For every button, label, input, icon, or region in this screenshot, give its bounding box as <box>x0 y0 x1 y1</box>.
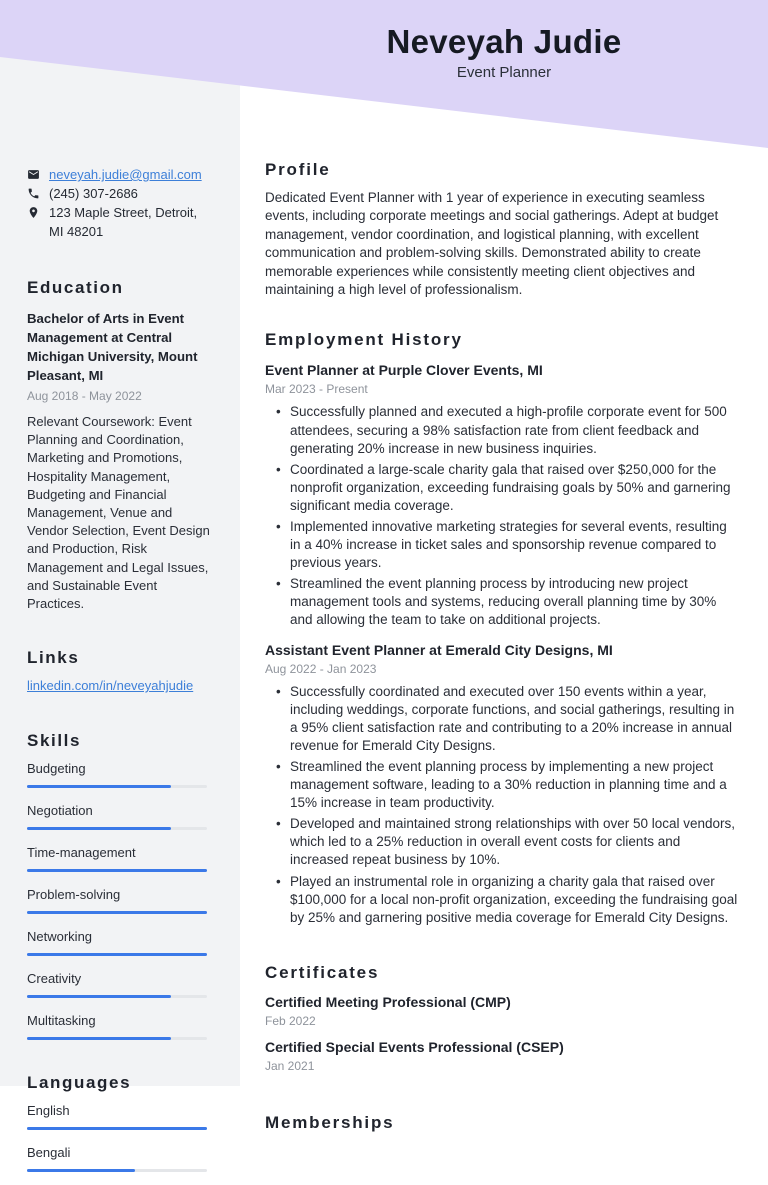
language-item <box>27 1143 214 1172</box>
skill-bar-fill <box>27 869 207 872</box>
skill-bar-track <box>27 911 207 914</box>
skill-bar-track <box>27 869 207 872</box>
job-bullet: • Streamlined the event planning process by introducing new project management tools and systems, reducing overall planning time by 30% and allowing the team to take on additional projects. <box>265 575 740 629</box>
education-dates: Aug 2018 - May 2022 <box>27 389 142 403</box>
certificate-title: Certified Special Events Professional (CSEP) <box>265 1038 564 1055</box>
skill-item <box>27 927 214 956</box>
main-column <box>240 160 768 1133</box>
address: 123 Maple Street, Detroit, MI 48201 <box>49 205 198 239</box>
job-title: Assistant Event Planner at Emerald City Designs, MI <box>265 641 613 658</box>
job-bullet: • Played an instrumental role in organizing a charity gala that raised over $100,000 for a local non-profit organization, exceeding the fundraising goal by 25% and garnering positive media coverage for Emerald City Designs. <box>265 873 740 927</box>
person-job-title: Event Planner <box>456 64 552 82</box>
certificate-entry <box>265 1039 740 1073</box>
language-label: English <box>27 1103 70 1119</box>
location-pin-icon <box>27 206 41 220</box>
skill-bar-fill <box>27 1037 171 1040</box>
language-item <box>27 1101 214 1130</box>
skill-bar-fill <box>27 995 171 998</box>
resume-header <box>240 24 768 81</box>
contact-address-row <box>27 203 214 241</box>
skill-bar-track <box>27 995 207 998</box>
job-bullet: • Successfully planned and executed a high-profile corporate event for 500 attendees, securing a 98% satisfaction rate from client feedback and generating 20% increase in new business inquiries. <box>265 403 740 457</box>
skill-item <box>27 1011 214 1040</box>
memberships-heading: Memberships <box>265 1112 395 1132</box>
contact-email-row <box>27 165 214 184</box>
language-bar-track <box>27 1127 207 1130</box>
linkedin-link[interactable]: linkedin.com/in/neveyahjudie <box>27 678 194 694</box>
languages-heading: Languages <box>27 1073 132 1093</box>
skill-bar-fill <box>27 827 171 830</box>
education-description: Relevant Coursework: Event Planning and Coordination, Marketing and Promotions, Hospitality Management, Budgeting and Financial Management, Venue and Vendor Selection, Event Design and Production, Risk Management and Legal Issues, and Sustainable Event Practices. <box>27 414 210 612</box>
skill-bar-track <box>27 1037 207 1040</box>
profile-heading: Profile <box>265 160 331 179</box>
skill-item <box>27 969 214 998</box>
links-heading: Links <box>27 648 80 668</box>
skill-label: Problem-solving <box>27 887 121 903</box>
skill-bar-fill <box>27 953 207 956</box>
skill-item <box>27 759 214 788</box>
skill-bar-track <box>27 785 207 788</box>
certificate-entry <box>265 994 740 1028</box>
job-dates: Aug 2022 - Jan 2023 <box>265 661 377 676</box>
language-bar-track <box>27 1169 207 1172</box>
contact-phone-row <box>27 184 214 203</box>
job-bullets <box>265 683 740 927</box>
skill-item <box>27 801 214 830</box>
skill-bar-track <box>27 953 207 956</box>
profile-text: Dedicated Event Planner with 1 year of experience in executing seamless events, including corporate meetings and social gatherings. Adept at budget management, vendor coordination, and logistical planning, with excellent communication and problem-solving skills. Demonstrated ability to create memorable experiences while consistently meeting client objectives and maintaining a high level of professionalism. <box>265 190 719 298</box>
skills-heading: Skills <box>27 731 82 751</box>
certificate-title: Certified Meeting Professional (CMP) <box>265 993 511 1010</box>
contact-block <box>27 165 214 241</box>
skill-label: Budgeting <box>27 761 86 777</box>
skill-bar-fill <box>27 785 171 788</box>
skill-label: Negotiation <box>27 803 93 819</box>
certificate-date: Feb 2022 <box>265 1013 316 1028</box>
job-bullet: • Coordinated a large-scale charity gala that raised over $250,000 for the nonprofit organization, exceeding fundraising goals by 50% and garnering significant media coverage. <box>265 461 740 515</box>
education-heading: Education <box>27 278 124 297</box>
employment-heading: Employment History <box>265 330 463 350</box>
job-bullet: • Developed and maintained strong relationships with over 50 local vendors, which led to a 25% reduction in overall event costs for clients and increased repeat business by 10%. <box>265 815 740 869</box>
skill-item <box>27 885 214 914</box>
mail-icon <box>27 168 41 182</box>
job-entry <box>265 362 740 629</box>
certificate-date: Jan 2021 <box>265 1058 315 1073</box>
job-bullet: • Implemented innovative marketing strategies for several events, resulting in a 40% increase in ticket sales and sponsorship revenue compared to previous years. <box>265 518 740 572</box>
skill-label: Time-management <box>27 845 136 861</box>
skill-bar-fill <box>27 911 207 914</box>
skill-label: Networking <box>27 929 93 945</box>
language-bar-fill <box>27 1127 207 1130</box>
skill-label: Creativity <box>27 971 82 987</box>
job-bullet: • Streamlined the event planning process by implementing a new project management software, leading to a 30% reduction in planning time and a 15% increase in team productivity. <box>265 758 740 812</box>
person-name: Neveyah Judie <box>386 23 622 60</box>
job-bullets <box>265 403 740 629</box>
education-degree: Bachelor of Arts in Event Management at Central Michigan University, Mount Pleasant, MI <box>27 311 198 383</box>
job-dates: Mar 2023 - Present <box>265 382 368 397</box>
skill-label: Multitasking <box>27 1013 96 1029</box>
sidebar <box>0 165 240 1185</box>
phone-number: (245) 307-2686 <box>49 186 138 201</box>
skill-bar-track <box>27 827 207 830</box>
language-label: Bengali <box>27 1145 71 1161</box>
skill-item <box>27 843 214 872</box>
certificates-heading: Certificates <box>265 962 380 982</box>
email-link[interactable]: neveyah.judie@gmail.com <box>49 167 202 182</box>
job-entry <box>265 642 740 927</box>
language-bar-fill <box>27 1169 135 1172</box>
phone-icon <box>27 187 41 201</box>
job-bullet: • Successfully coordinated and executed over 150 events within a year, including weddings, corporate functions, and social gatherings, resulting in a 95% client satisfaction rate and contributing to a 20% increase in annual revenue for Emerald City Designs. <box>265 683 740 755</box>
job-title: Event Planner at Purple Clover Events, MI <box>265 362 543 379</box>
